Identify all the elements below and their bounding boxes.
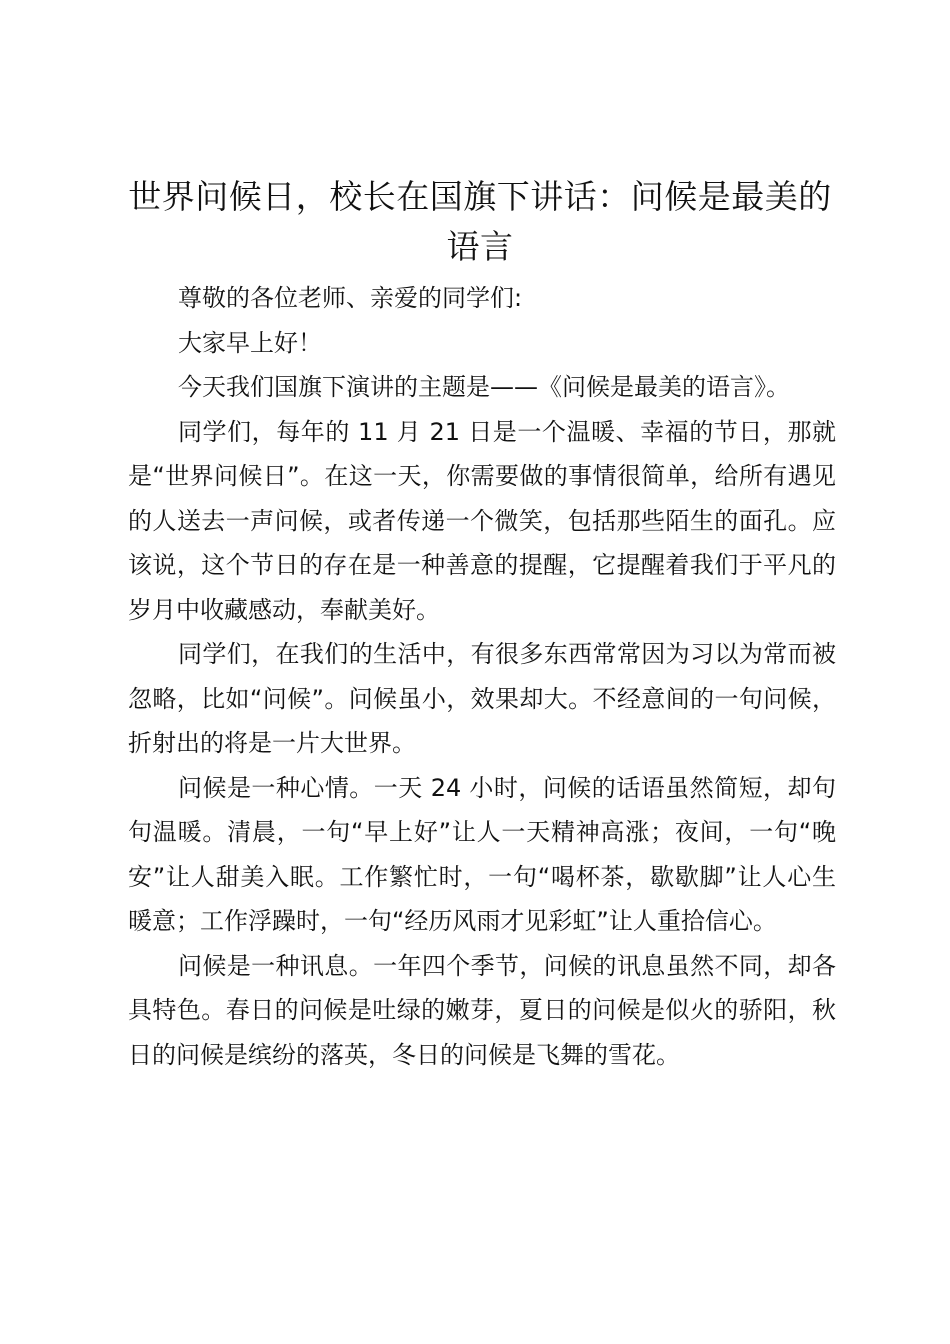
- paragraph-salutation: 尊敬的各位老师、亲爱的同学们:: [178, 284, 523, 312]
- paragraph-greeting-message: 问候是一种讯息。一年四个季节，问候的讯息虽然不同，却各具特色。春日的问候是吐绿的嫩芽，夏日的问候是似火的骄阳，秋日的问候是缤纷的落英，冬日的问候是飞舞的雪花。: [128, 951, 836, 1069]
- paragraph-greeting: 大家早上好！: [178, 328, 322, 357]
- paragraph-topic: 今天我们国旗下演讲的主题是——《问候是最美的语言》。: [178, 373, 790, 401]
- paragraph-world-hello-day: 同学们，每年的 11 月 21 日是一个温暖、幸福的节日，那就是“世界问候日”。在这一天，你需要做的事情很简单，给所有遇见的人送去一声问候，或者传递一个微笑，包括那些陌生的面孔。应该说，这个节日的存在是一种善意的提醒，它提醒着我们于平凡的岁月中收藏感动，奉献美好。: [128, 417, 836, 624]
- paragraph-greeting-mood: 问候是一种心情。一天 24 小时，问候的话语虽然简短，却句句温暖。清晨，一句“早上好”让人一天精神高涨；夜间，一句“晚安”让人甜美入眠。工作繁忙时，一句“喝杯茶，歇歇脚”让人心生暖意；工作浮躁时，一句“经历风雨才见彩虹”让人重拾信心。: [128, 773, 836, 935]
- document-body: [128, 276, 836, 1077]
- document-title: 世界问候日，校长在国旗下讲话：问候是最美的语言: [128, 177, 832, 266]
- paragraph-ignored-greetings: 同学们，在我们的生活中，有很多东西常常因为习以为常而被忽略，比如“问候”。问候虽小，效果却大。不经意间的一句问候，折射出的将是一片大世界。: [128, 640, 836, 757]
